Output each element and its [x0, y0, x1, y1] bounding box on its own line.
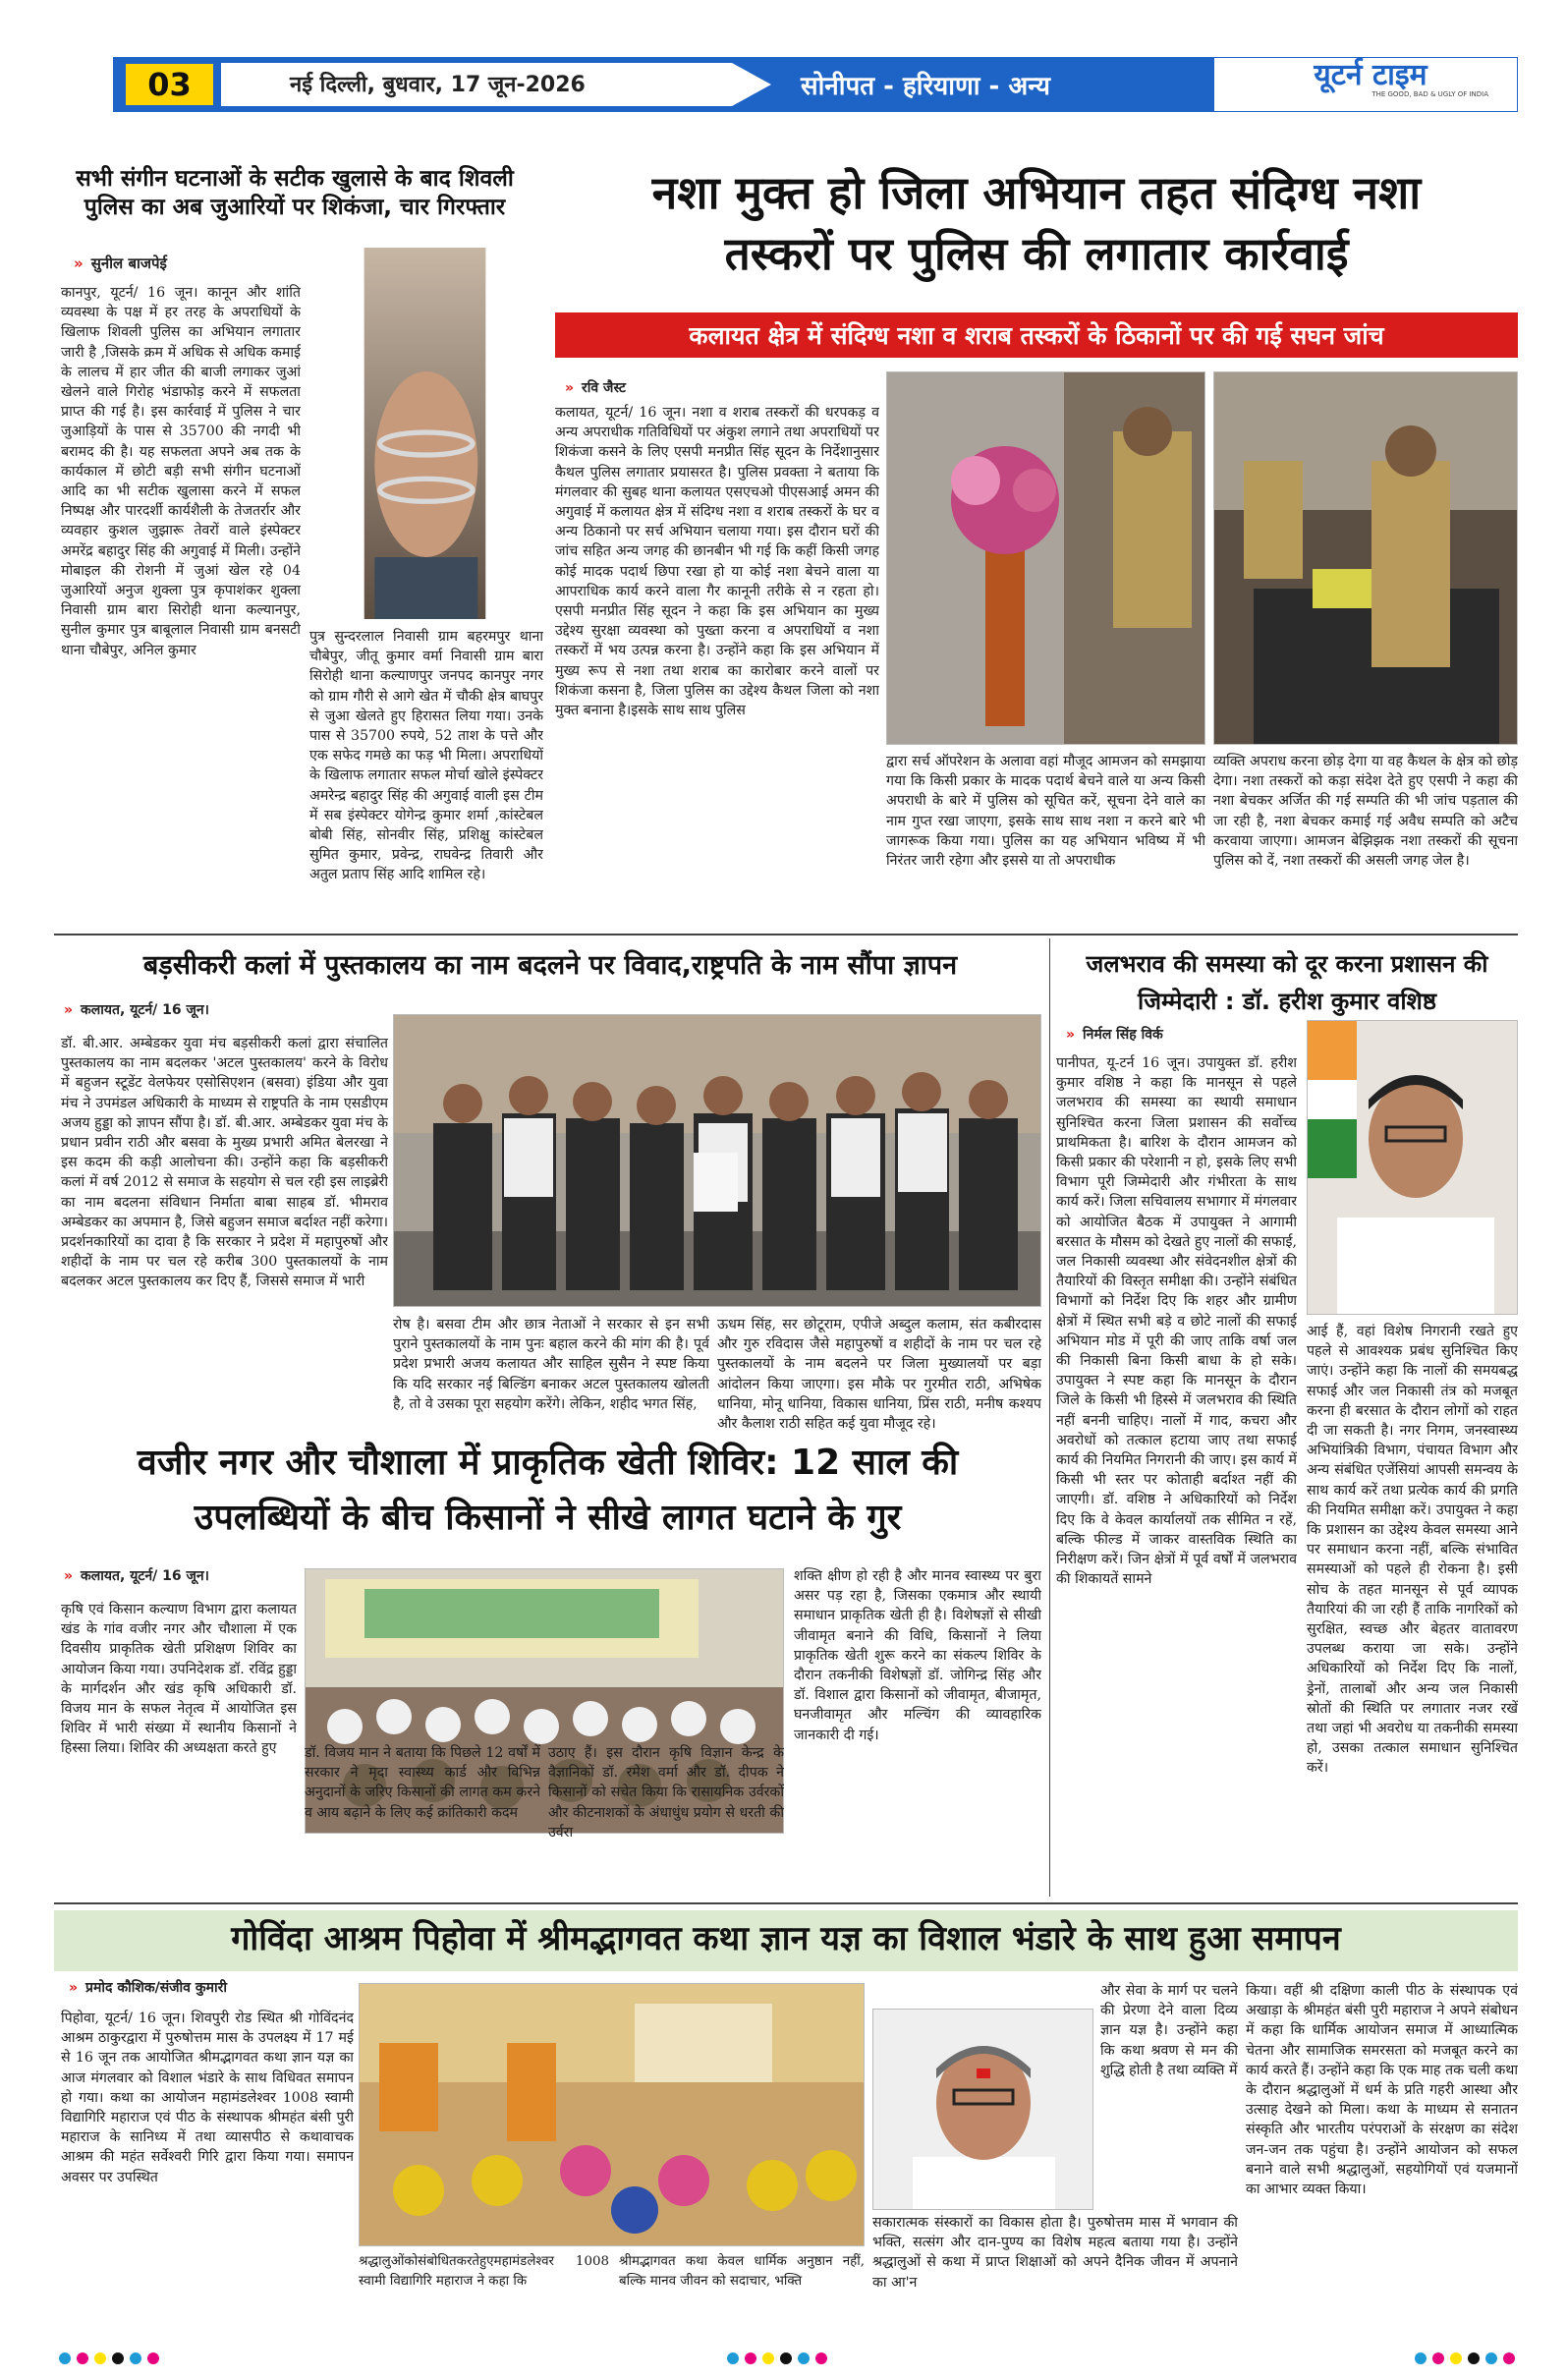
story2-headline-line1: नशा मुक्त हो जिला अभियान तहत संदिग्ध नशा	[651, 166, 1422, 219]
story3-column-3: ऊधम सिंह, सर छोटूराम, एपीजे अब्दुल कलाम, संत कबीरदास और गुरु रविदास जैसे महापुरुषों व शहीदों के नाम पर चल रहे पुस्तकालयों के नाम बदलने पर जिला मुख्यालयों पर बड़ा आंदोलन किया जाएगा। इस मौके पर गुरमीत राठी, अभिषेक धानिया, मोनू धानिया, विकास धानिया, प्रिंस राठी, मनीष कश्यप और कैलाश राठी सहित कई युवा मौजूद रहे।	[717, 1317, 1041, 1433]
byline-arrow-icon: »	[74, 255, 84, 272]
dateline: नई दिल्ली, बुधवार, 17 जून-2026	[290, 73, 586, 97]
byline-arrow-icon: »	[1066, 1027, 1076, 1043]
byline-arrow-icon: »	[565, 380, 575, 396]
story1-headline: सभी संगीन घटनाओं के सटीक खुलासे के बाद शिवली पुलिस का अब जुआरियों पर शिकंजा, चार गिरफ्तार	[76, 166, 514, 220]
brand-logo	[1233, 57, 1508, 112]
story5-headline-line1: वजीर नगर और चौशाला में प्राकृतिक खेती शिविर: 12 साल की	[137, 1443, 959, 1483]
story1-column-2: पुत्र सुन्दरलाल निवासी ग्राम बहरमपुर थाना चौबेपुर, जीतू कुमार वर्मा निवासी ग्राम बारा सिरोही थाना कल्याणपुर जनपद कानपुर नगर को ग्राम गौरी से आगे खेत में चौकी क्षेत्र बाघपुर से जुआ खेलते हुए हिरासत लिया गया। उनके पास से 35700 रुपये, 52 ताश के पत्ते और एक सफेद गमछे का फड़ भी मिला। अपराधियों के खिलाफ लगातार सफल मोर्चा खोले इंस्पेक्टर अमरेन्द्र बहादुर सिंह की अगुवाई वाली इस टीम में सब इंस्पेक्टर योगेन्द्र कुमार शर्मा ,कांस्टेबल बोबी सिंह, सोनवीर सिंह, प्रशिक्षु कांस्टेबल सुमित कुमार, प्रवेन्द्र, राघवेन्द्र तिवारी और अतुल प्रताप सिंह आदि शामिल रहे।	[309, 629, 543, 883]
page-number: 03	[147, 66, 192, 103]
story4-column-2: आई हैं, वहां विशेष निगरानी रखते हुए पहले से आवश्यक प्रबंध सुनिश्चित किए जाएं। उन्होंने कहा कि नालों की समयबद्ध सफाई और जल निकासी तंत्र को मजबूत करना ही बरसात के दौरान लोगों को राहत दी जा सकती है। नगर निगम, जनस्वास्थ्य अभियांत्रिकी विभाग, पंचायत विभाग और अन्य संबंधित एजेंसियां आपसी समन्वय के साथ कार्य करें तथा प्रत्येक कार्य की प्रगति की नियमित समीक्षा करें। उपायुक्त ने कहा कि प्रशासन का उद्देश्य केवल समस्या आने पर समाधान करना नहीं, बल्कि संभावित समस्याओं को पहले ही रोकना है। इसी सोच के तहत मानसून से पूर्व व्यापक तैयारियां की जा रही हैं ताकि नागरिकों को सुरक्षित, स्वच्छ और बेहतर वातावरण उपलब्ध कराया जा सके। उन्होंने अधिकारियों को निर्देश दिए कि नालों, ड्रेनों, तालाबों और अन्य जल निकासी स्रोतों की स्थिति पर लगातार नजर रखें तथा जहां भी अवरोध या तकनीकी समस्या हो, उसका तत्काल समाधान सुनिश्चित करें।	[1307, 1324, 1518, 1777]
story5-byline: » कलायत, यूटर्न/ 16 जून।	[64, 1568, 209, 1584]
police-search-photo-left	[886, 371, 1205, 745]
deputy-commissioner-image	[1308, 1021, 1518, 1315]
story5-column-4: शक्ति क्षीण हो रही है और मानव स्वास्थ्य पर बुरा असर पड़ रहा है, जिसका एकमात्र और स्थायी समाधान प्राकृतिक खेती ही है। विशेषज्ञों से सीखी जीवामृत बनाने की विधि, किसानों ने लिया प्राकृतिक खेती शुरू करने का संकल्प शिविर के दौरान तकनीकी विशेषज्ञों डॉ. जोगिन्द्र सिंह और डॉ. विशाल द्वारा किसानों को जीवामृत, बीजामृत, घनजीवामृत और मल्चिंग की व्यावहारिक जानकारी दी गई।	[794, 1568, 1041, 1743]
deputy-commissioner-portrait	[1307, 1020, 1518, 1315]
police-search-photo-right	[1213, 371, 1518, 745]
handcuffs-image	[309, 248, 540, 619]
story6-column-2: श्रीमद्भागवत कथा केवल धार्मिक अनुष्ठान नहीं, बल्कि मानव जीवन को सदाचार, भक्ति	[619, 2254, 865, 2290]
registration-dots-center	[727, 2352, 827, 2364]
story2-column-3: व्यक्ति अपराध करना छोड़ देगा या वह कैथल के क्षेत्र को छोड़ देगा। नशा तस्करों को कड़ा संदेश देते हुए एसपी ने कहा की नशा बेचकर अर्जित की गई सम्पति की भी जांच पड़ताल की जा रही है, नशा बेचकर कमाई गई अवैध सम्पति को अटैच करवाया जाएगा। आमजन बेझिझक नशा तस्करों की सूचना पुलिस को दें, नशा तस्करों की असली जगह जेल है।	[1213, 754, 1518, 870]
page-number-box	[123, 61, 216, 108]
handcuffs-photo	[309, 248, 540, 619]
brand-name: यूटर्न टाइम	[1314, 58, 1427, 92]
divider-horizontal-1	[54, 934, 1518, 935]
story3-column-2: रोष है। बसवा टीम और छात्र नेताओं ने सरकार से इन सभी पुराने पुस्तकालयों के नाम पुनः बहाल करने की मांग की है। पूर्व प्रदेश प्रभारी अजय कलायत और साहिल सुसैन ने स्पष्ट किया कि यदि सरकार नई बिल्डिंग बनाकर अटल पुस्तकालय खोलती है, तो वे उसका पूरा सहयोग करेंगे। लेकिन, शहीद भगत सिंह,	[393, 1317, 709, 1412]
memorandum-group-image	[394, 1015, 1041, 1307]
story6-byline: » प्रमोद कौशिक/संजीव कुमारी	[69, 1980, 227, 1996]
story2-subhead: कलायत क्षेत्र में संदिग्ध नशा व शराब तस्करों के ठिकानों पर की गई सघन जांच	[689, 321, 1384, 350]
story6-photo-caption: श्रद्धालुओंकोसंबोधितकरतेहुएमहामंडलेश्वर 1008 स्वामी विद्यागिरि महाराज ने कहा कि	[359, 2254, 609, 2290]
police-search-image-left	[887, 372, 1205, 745]
registration-dots-right	[1415, 2352, 1515, 2364]
story2-headline-line2: तस्करों पर पुलिस की लगातार कार्रवाई	[724, 227, 1349, 280]
section-title: सोनीपत - हरियाणा - अन्य	[801, 72, 1050, 101]
story2-byline: » रवि जैस्ट	[565, 380, 626, 396]
story6-column-1: पिहोवा, यूटर्न/ 16 जून। शिवपुरी रोड स्थित श्री गोविंदनंद आश्रम ठाकुरद्वारा में पुरुषोत्तम मास के उपलक्ष्य में 17 मई से 16 जून तक आयोजित श्रीमद्भागवत कथा ज्ञान यज्ञ का आज मंगलवार को विशाल भंडारे के साथ विधिवत समापन हो गया। कथा का आयोजन महामंडलेश्वर 1008 स्वामी विद्यागिरि महाराज एवं पीठ के संस्थापक श्रीमहंत बंसी पुरी महाराज के सानिध्य में तथा व्यासपीठ से कथावाचक आश्रम की महंत सर्वेश्वरी गिरि द्वारा किया गया। समापन अवसर पर उपस्थित	[61, 2011, 354, 2185]
story3-headline: बड़सीकरी कलां में पुस्तकालय का नाम बदलने पर विवाद,राष्ट्रपति के नाम सौंपा ज्ञापन	[142, 950, 958, 981]
story6-column-4: किया। वहीं श्री दक्षिणा काली पीठ के संस्थापक एवं अखाड़ा के श्रीमहंत बंसी पुरी महाराज ने अपने संबोधन में कहा कि धार्मिक आयोजन समाज में आध्यात्मिक चेतना और सामाजिक समरसता को मजबूत करने का कार्य करते हैं। उन्होंने कहा कि एक माह तक चली कथा के दौरान श्रद्धालुओं में धर्म के प्रति गहरी आस्था और उत्साह देखने को मिला। कथा के माध्यम से सनातन संस्कृति और भारतीय परंपराओं के संरक्षण का संदेश जन-जन तक पहुंचा है। उन्होंने आयोजन को सफल बनाने वाले सभी श्रद्धालुओं, सहयोगियों एवं यजमानों का आभार व्यक्त किया।	[1246, 1983, 1518, 2198]
katha-gathering-photo	[359, 1983, 865, 2246]
divider-vertical-1	[1049, 938, 1050, 1897]
mahant-portrait	[872, 2009, 1093, 2210]
masthead-bar	[54, 57, 1518, 112]
story4-headline: जलभराव की समस्या को दूर करना प्रशासन की जिम्मेदारी : डॉ. हरीश कुमार वशिष्ठ	[1086, 950, 1488, 1015]
story2-subhead-bar	[555, 312, 1518, 358]
brand-tagline: THE GOOD, BAD & UGLY OF INDIA	[1371, 90, 1488, 98]
story5-headline-line2: उपलब्धियों के बीच किसानों ने सीखे लागत घटाने के गुर	[194, 1498, 902, 1538]
story6-headline: गोविंदा आश्रम पिहोवा में श्रीमद्भागवत कथा ज्ञान यज्ञ का विशाल भंडारे के साथ हुआ समापन	[231, 1919, 1341, 1958]
story3-column-1: डॉ. बी.आर. अम्बेडकर युवा मंच बड़सीकरी कलां द्वारा संचालित पुस्तकालय का नाम बदलकर 'अटल पुस्तकालय' करने के विरोध में बहुजन स्टूडेंट वेलफेयर एसोसिएशन (बसवा) इंडिया और युवा मंच ने उपमंडल अधिकारी के माध्यम से राष्ट्रपति के नाम एसडीएम अजय हुड्डा को ज्ञापन सौंपा है। डॉ. बी.आर. अम्बेडकर युवा मंच के प्रधान प्रवीन राठी और बसवा के मुख्य प्रभारी अमित बेलरखा ने इस कदम की कड़ी आलोचना की। उन्होंने कहा कि बड़सीकरी कलां में वर्ष 2012 से समाज के सहयोग से चल रही इस लाइब्रेरी का नाम बदलना संविधान निर्माता बाबा साहब डॉ. भीमराव अम्बेडकर का अपमान है, जिसे बहुजन समाज बर्दाश्त नहीं करेगा। प्रदर्शनकारियों का दावा है कि सरकार ने प्रदेश में महापुरुषों और शहीदों के नाम पर चल रहे करीब 300 पुस्तकालयों के नाम बदलकर अटल पुस्तकालय कर दिए हैं, जिससे समाज में भारी	[61, 1036, 388, 1290]
story2-column-2: द्वारा सर्च ऑपरेशन के अलावा वहां मौजूद आमजन को समझाया गया कि किसी प्रकार के मादक पदार्थ बेचने वाले या अन्य किसी अपराधी के बारे में पुलिस को सूचित करें, सूचना देने वाले का नाम गुप्त रखा जाएगा, इसके साथ साथ नशा न करने बारे भी जागरूक किया गया। पुलिस का यह अभियान भविष्य में भी निरंतर जारी रहेगा और इससे या तो अपराधीक	[886, 754, 1205, 870]
story3-byline: » कलायत, यूटर्न/ 16 जून।	[64, 1002, 209, 1018]
byline-arrow-icon: »	[69, 1980, 79, 1996]
story1-byline: » सुनील बाजपेई	[74, 255, 167, 272]
police-search-image-right	[1214, 372, 1518, 745]
story1-column-1: कानपुर, यूटर्न/ 16 जून। कानून और शांति व्यवस्था के पक्ष में हर तरह के अपराधियों के खिलाफ शिवली पुलिस का अभियान लगातार जारी है ,जिसके क्रम में अधिक से अधिक कमाई के लालच में हार जीत की बाजी लगाकर जुआं खेलने वाले गिरोह भंडाफोड़ करने में सफलता प्राप्त की गई है। इस कार्रवाई में पुलिस ने चार जुआड़ियों के पास से 35700 की नगदी भी बरामद की है। यह सफलता अपने अब तक के कार्यकाल में छोटी बड़ी सभी संगीन घटनाओं आदि का भी सटीक खुलासा करने में सफल निष्पक्ष और पारदर्शी कार्यशैली के तेजतर्रार और व्यवहार कुशल जुझारू तेवरों वाले इंस्पेक्टर अमरेंद्र बहादुर सिंह की अगुवाई में मिली। उन्होंने मोबाइल की रोशनी में जुआं खेल रहे 04 जुआरियों अनुज शुक्ला पुत्र कृपाशंकर शुक्ला निवासी ग्राम बारा सिरोही थाना कल्यानपुर, सुनील कुमार पुत्र बाबूलाल निवासी ग्राम बनसटी थाना चौबेपुर, अनिल कुमार	[61, 285, 301, 658]
story6-column-3-bottom: सकारात्मक संस्कारों का विकास होता है। पुरुषोत्तम मास में भगवान की भक्ति, सत्संग और दान-पुण्य का विशेष महत्व बताया गया है। उन्होंने श्रद्धालुओं से कथा में प्राप्त शिक्षाओं को अपने दैनिक जीवन में अपनाने का आ'न	[872, 2215, 1238, 2291]
katha-gathering-image	[360, 1984, 865, 2246]
divider-horizontal-2	[54, 1902, 1518, 1904]
story4-byline: » निर्मल सिंह विर्क	[1066, 1027, 1163, 1043]
mahant-image	[873, 2010, 1093, 2210]
byline-arrow-icon: »	[64, 1002, 74, 1018]
story5-column-3: उठाए हैं। इस दौरान कृषि विज्ञान केन्द्र के वैज्ञानिकों डॉ. रमेश वर्मा और डॉ. दीपक ने किसानों को सचेत किया कि रासायनिक उर्वरकों और कीटनाशकों के अंधाधुंध प्रयोग से धरती की उर्वरा	[548, 1745, 784, 1841]
story5-column-2: डॉ. विजय मान ने बताया कि पिछले 12 वर्षों में सरकार ने मृदा स्वास्थ्य कार्ड और विभिन्न अनुदानों के जरिए किसानों की लागत कम करने व आय बढ़ाने के लिए कई क्रांतिकारी कदम	[305, 1745, 540, 1821]
story5-column-1: कृषि एवं किसान कल्याण विभाग द्वारा कलायत खंड के गांव वजीर नगर और चौशाला में एक दिवसीय प्राकृतिक खेती प्रशिक्षण शिविर का आयोजन किया गया। उपनिदेशक डॉ. रविंद्र हुड्डा के मार्गदर्शन और खंड कृषि अधिकारी डॉ. विजय मान के सफल नेतृत्व में आयोजित इस शिविर में भारी संख्या में स्थानीय किसानों ने हिस्सा लिया। शिविर की अध्यक्षता करते हुए	[61, 1602, 297, 1757]
story2-column-1: कलायत, यूटर्न/ 16 जून। नशा व शराब तस्करों की धरपकड़ व अन्य अपराधीक गतिविधियों पर अंकुश लगाने तथा अपराधियों पर शिकंजा कसने के लिए एसपी मनप्रीत सिंह सूदन के निर्देशानुसार कैथल पुलिस लगातार प्रयासरत है। पुलिस प्रवक्ता ने बताया कि मंगलवार की सुबह थाना कलायत एसएचओ पीएसआई अमन की अगुवाई में कलायत क्षेत्र में संदिग्ध नशा व शराब तस्करों के घर व अन्य ठिकानो पर सर्च अभियान चलाया गया। इस दौरान घरों की जांच सहित अन्य जगह की छानबीन भी गई कि कहीं किसी जगह कोई मादक पदार्थ छिपा रखा हो या कोई नशा बेचने वाला या आपराधिक कार्य करने वाला गैर कानूनी तरीके से न रहता हो। एसपी मनप्रीत सिंह सूदन ने कहा कि इस अभियान का मुख्य उद्देश्य सुरक्षा व्यवस्था को पुख्ता करना व अपराधियों व नशा तस्करों में भय उत्पन्न करना है। उन्होंने कहा कि इस अभियान में मुख्य रूप से नशा तथा शराब का कारोबार करने वालों पर शिकंजा कसना है, जिला पुलिस का उद्देश्य कैथल जिला को नशा मुक्त बनाना है।इसके साथ साथ पुलिस	[555, 405, 879, 719]
memorandum-group-photo	[393, 1014, 1041, 1307]
story4-column-1: पानीपत, यू-टर्न 16 जून। उपायुक्त डॉ. हरीश कुमार वशिष्ठ ने कहा कि मानसून से पहले जलभराव की समस्या का स्थायी समाधान सुनिश्चित करना जिला प्रशासन की सर्वोच्च प्राथमिकता है। बारिश के दौरान आमजन को किसी प्रकार की परेशानी न हो, इसके लिए सभी विभाग पूरी जिम्मेदारी और गंभीरता के साथ कार्य करें। जिला सचिवालय सभागार में मंगलवार को आयोजित बैठक में उपायुक्त ने आगामी बरसात के मौसम को देखते हुए नालों की सफाई, जल निकासी व्यवस्था और संवेदनशील क्षेत्रों की तैयारियों की विस्तृत समीक्षा की। उन्होंने संबंधित विभागों को निर्देश दिए कि शहर और ग्रामीण क्षेत्रों में स्थित सभी बड़े व छोटे नालों की सफाई अभियान मोड में पूरी की जाए ताकि वर्षा जल की निकासी बिना किसी बाधा के हो सके। उपायुक्त ने स्पष्ट कहा कि मानसून के दौरान जिले के किसी भी हिस्से में जलभराव की स्थिति नहीं बननी चाहिए। नालों में गाद, कचरा और अवरोधों को तत्काल हटाया जाए तथा सफाई कार्य की नियमित निगरानी की जाए। इस कार्य में किसी भी स्तर पर कोताही बर्दाश्त नहीं की जाएगी। डॉ. वशिष्ठ ने अधिकारियों को निर्देश दिए कि वे केवल कार्यालयों तक सीमित न रहें, बल्कि फील्ड में जाकर वास्तविक स्थिति का निरीक्षण करें। जिन क्षेत्रों में पूर्व वर्षों में जलभराव की शिकायतें सामने	[1056, 1055, 1297, 1588]
story6-column-3-top: और सेवा के मार्ग पर चलने की प्रेरणा देने वाला दिव्य ज्ञान यज्ञ है। उन्होंने कहा कि कथा श्रवण से मन की शुद्धि होती है तथा व्यक्ति में	[1100, 1983, 1238, 2078]
registration-dots-left	[59, 2352, 159, 2364]
byline-arrow-icon: »	[64, 1568, 74, 1584]
